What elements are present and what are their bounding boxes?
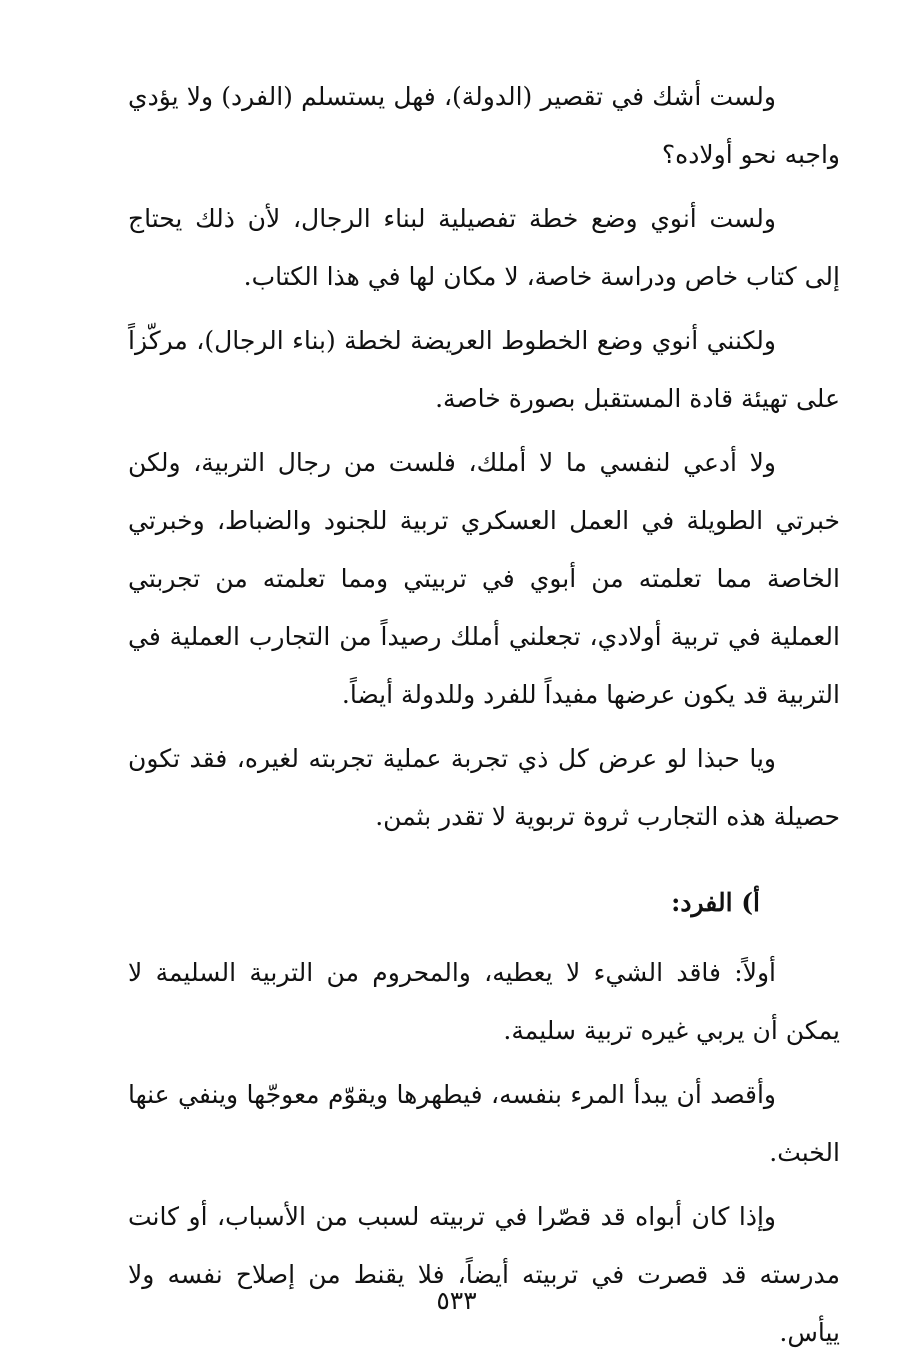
paragraph: ويا حبذا لو عرض كل ذي تجربة عملية تجربته لغيره، فقد تكون حصيلة هذه التجارب ثروة تربوية لا تقدر بثمن.	[128, 744, 840, 831]
page-number: ٥٣٣	[436, 1286, 477, 1315]
paragraph: ولكنني أنوي وضع الخطوط العريضة لخطة (بناء الرجال)، مركّزاً على تهيئة قادة المستقبل بصورة خاصة.	[128, 326, 840, 413]
paragraph: ولا أدعي لنفسي ما لا أملك، فلست من رجال التربية، ولكن خبرتي الطويلة في العمل العسكري تربية للجنود والضباط، وخبرتي الخاصة مما تعلمته من أبوي في تربيتي ومما تعلمته من تجربتي العملية في تربية أولادي، تجعلني أملك رصيداً من التجارب العملية في التربية قد يكون عرضها مفيداً للفرد وللدولة أيضاً.	[128, 448, 840, 709]
paragraph: وإذا كان أبواه قد قصّرا في تربيته لسبب من الأسباب، أو كانت مدرسته قد قصرت في تربيته أيضاً، فلا يقنط من إصلاح نفسه ولا ييأس.	[128, 1202, 840, 1347]
paragraph: ولست أنوي وضع خطة تفصيلية لبناء الرجال، لأن ذلك يحتاج إلى كتاب خاص ودراسة خاصة، لا مكان لها في هذا الكتاب.	[128, 204, 840, 291]
paragraph: أولاً: فاقد الشيء لا يعطيه، والمحروم من التربية السليمة لا يمكن أن يربي غيره تربية سليمة.	[128, 958, 840, 1045]
body-text	[128, 68, 840, 1368]
paragraph: وأقصد أن يبدأ المرء بنفسه، فيطهرها ويقوّم معوجّها وينفي عنها الخبث.	[128, 1080, 840, 1167]
paragraph: ولست أشك في تقصير (الدولة)، فهل يستسلم (الفرد) ولا يؤدي واجبه نحو أولاده؟	[128, 82, 840, 169]
section-heading: أ) الفرد:	[671, 888, 760, 917]
